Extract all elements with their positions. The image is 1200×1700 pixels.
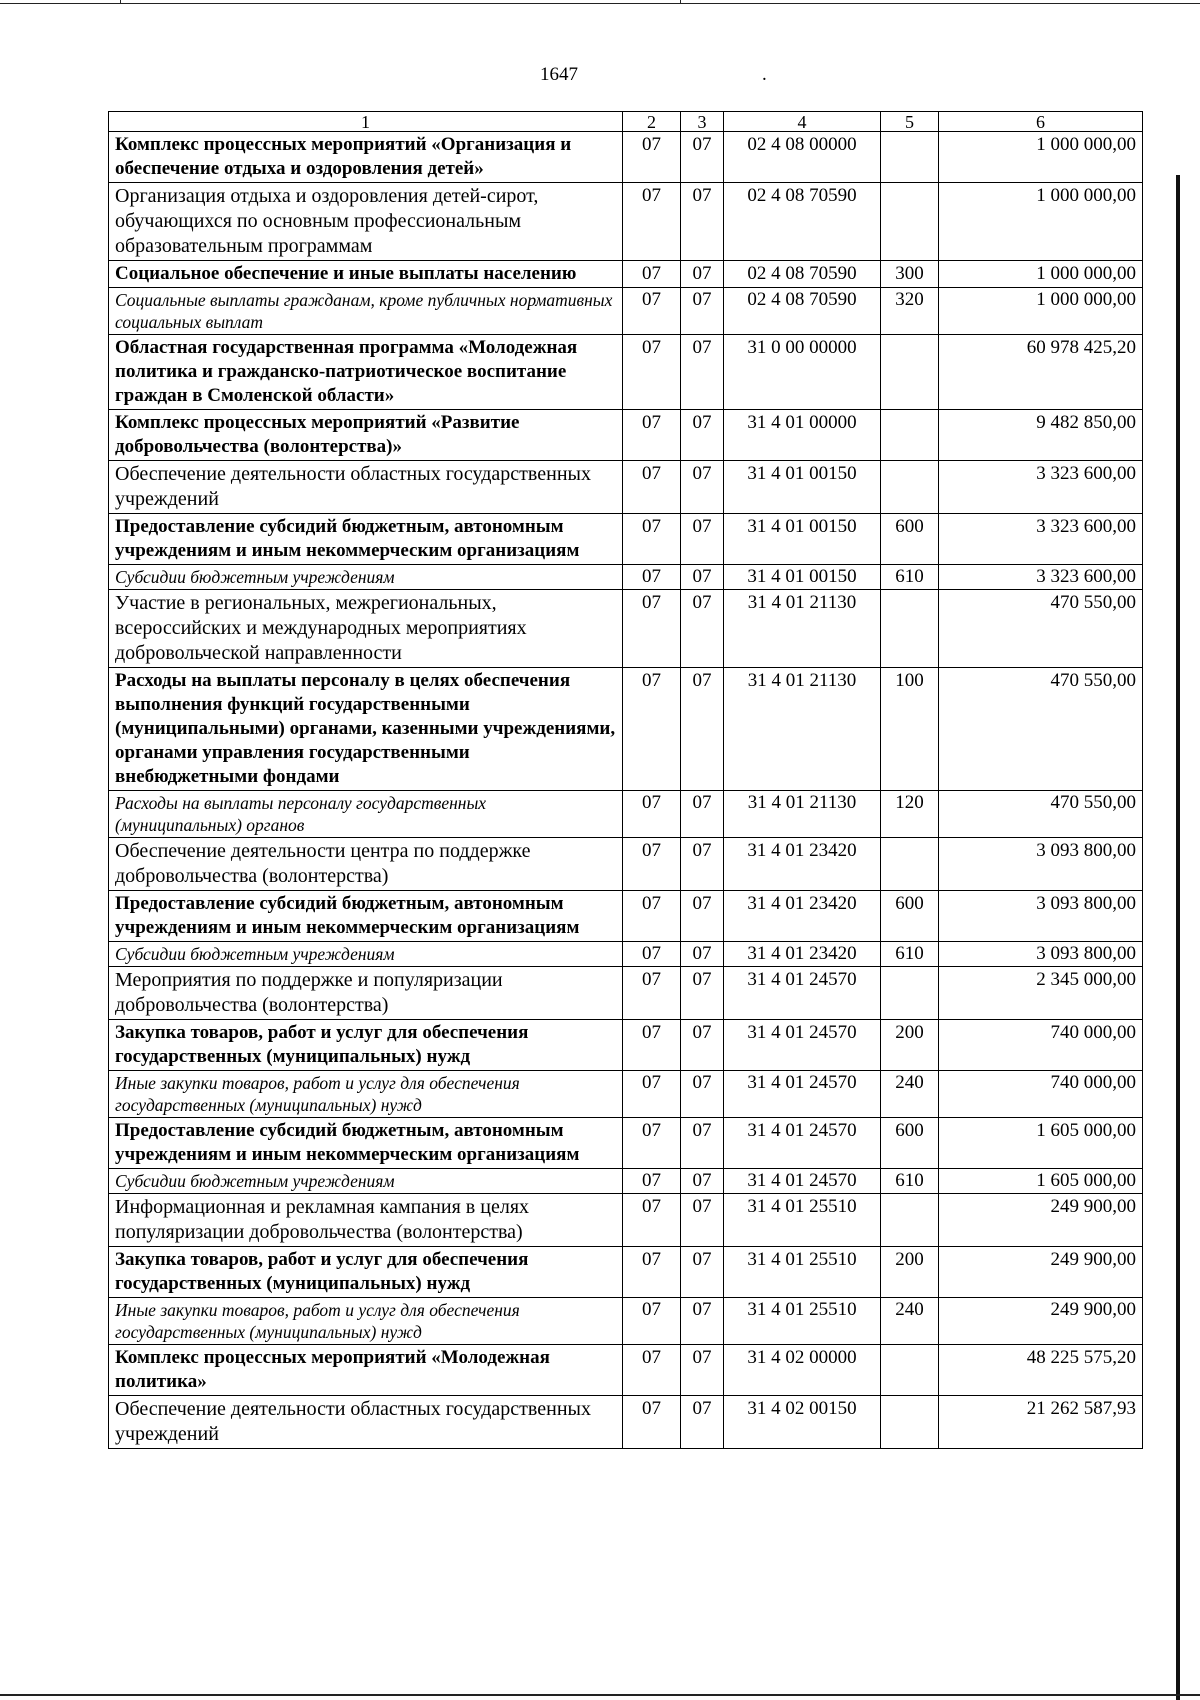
row-amount: 470 550,00: [939, 668, 1143, 791]
row-amount: 3 323 600,00: [939, 461, 1143, 514]
row-target-article-code: 02 4 08 70590: [724, 288, 881, 335]
row-name: Иные закупки товаров, работ и услуг для обеспечения государственных (муниципальных) нужд: [109, 1298, 623, 1345]
row-section-code: 07: [623, 261, 681, 288]
scan-tick: [680, 0, 681, 3]
row-expense-type-code: [881, 838, 939, 891]
row-section-code: 07: [623, 590, 681, 668]
row-target-article-code: 31 4 01 25510: [724, 1247, 881, 1298]
row-subsection-code: 07: [681, 132, 724, 183]
row-expense-type-code: [881, 410, 939, 461]
row-subsection-code: 07: [681, 1396, 724, 1449]
row-name: Субсидии бюджетным учреждениям: [109, 1169, 623, 1194]
row-subsection-code: 07: [681, 1194, 724, 1247]
scan-right-edge: [1176, 175, 1180, 1700]
column-header: 6: [939, 112, 1143, 132]
column-header: 3: [681, 112, 724, 132]
row-expense-type-code: 200: [881, 1020, 939, 1071]
row-name: Субсидии бюджетным учреждениям: [109, 942, 623, 967]
row-amount: 48 225 575,20: [939, 1345, 1143, 1396]
row-target-article-code: 31 4 01 21130: [724, 791, 881, 838]
budget-table-body: [109, 112, 1143, 1449]
row-amount: 60 978 425,20: [939, 335, 1143, 410]
row-subsection-code: 07: [681, 1298, 724, 1345]
row-target-article-code: 31 4 01 21130: [724, 668, 881, 791]
row-section-code: 07: [623, 967, 681, 1020]
row-name: Областная государственная программа «Молодежная политика и гражданско-патриотическое воспитание граждан в Смоленской области»: [109, 335, 623, 410]
row-target-article-code: 31 4 01 00000: [724, 410, 881, 461]
row-amount: 1 000 000,00: [939, 132, 1143, 183]
table-row: [109, 514, 1143, 565]
row-name: Обеспечение деятельности областных государственных учреждений: [109, 1396, 623, 1449]
row-expense-type-code: [881, 590, 939, 668]
row-name: Расходы на выплаты персоналу в целях обеспечения выполнения функций государственными (муниципальными) органами, казенными учреждениями, органами управления государственными внебюджетными фондами: [109, 668, 623, 791]
row-section-code: 07: [623, 1298, 681, 1345]
row-subsection-code: 07: [681, 183, 724, 261]
table-row: [109, 261, 1143, 288]
row-subsection-code: 07: [681, 1118, 724, 1169]
row-subsection-code: 07: [681, 942, 724, 967]
row-amount: 2 345 000,00: [939, 967, 1143, 1020]
row-target-article-code: 31 4 01 21130: [724, 590, 881, 668]
row-name: Социальное обеспечение и иные выплаты населению: [109, 261, 623, 288]
row-target-article-code: 31 4 01 00150: [724, 514, 881, 565]
row-target-article-code: 31 4 01 25510: [724, 1298, 881, 1345]
row-name: Предоставление субсидий бюджетным, автономным учреждениям и иным некоммерческим организациям: [109, 1118, 623, 1169]
row-amount: 3 323 600,00: [939, 514, 1143, 565]
row-target-article-code: 31 4 01 00150: [724, 461, 881, 514]
page-number: [540, 64, 767, 86]
row-amount: 1 605 000,00: [939, 1169, 1143, 1194]
row-expense-type-code: 240: [881, 1298, 939, 1345]
row-name: Информационная и рекламная кампания в целях популяризации добровольчества (волонтерства): [109, 1194, 623, 1247]
page-mark: .: [762, 64, 767, 85]
column-header: 4: [724, 112, 881, 132]
table-row: [109, 967, 1143, 1020]
row-amount: 740 000,00: [939, 1071, 1143, 1118]
row-amount: 9 482 850,00: [939, 410, 1143, 461]
table-row: [109, 1169, 1143, 1194]
row-target-article-code: 31 4 01 25510: [724, 1194, 881, 1247]
table-header-row: [109, 112, 1143, 132]
row-target-article-code: 31 4 02 00150: [724, 1396, 881, 1449]
row-section-code: 07: [623, 132, 681, 183]
row-name: Комплекс процессных мероприятий «Организация и обеспечение отдыха и оздоровления детей»: [109, 132, 623, 183]
row-expense-type-code: 610: [881, 565, 939, 590]
row-amount: 249 900,00: [939, 1298, 1143, 1345]
row-expense-type-code: [881, 1194, 939, 1247]
row-expense-type-code: 610: [881, 942, 939, 967]
table-row: [109, 1298, 1143, 1345]
row-name: Обеспечение деятельности областных государственных учреждений: [109, 461, 623, 514]
row-section-code: 07: [623, 183, 681, 261]
row-expense-type-code: 600: [881, 1118, 939, 1169]
row-expense-type-code: 200: [881, 1247, 939, 1298]
row-target-article-code: 31 4 01 24570: [724, 1020, 881, 1071]
table-row: [109, 288, 1143, 335]
row-subsection-code: 07: [681, 1071, 724, 1118]
row-section-code: 07: [623, 1169, 681, 1194]
row-target-article-code: 31 0 00 00000: [724, 335, 881, 410]
table-row: [109, 1118, 1143, 1169]
row-name: Иные закупки товаров, работ и услуг для обеспечения государственных (муниципальных) нужд: [109, 1071, 623, 1118]
table-row: [109, 410, 1143, 461]
row-amount: 249 900,00: [939, 1247, 1143, 1298]
row-expense-type-code: 320: [881, 288, 939, 335]
page-number-text: 1647: [540, 64, 578, 85]
table-row: [109, 335, 1143, 410]
row-subsection-code: 07: [681, 461, 724, 514]
row-subsection-code: 07: [681, 967, 724, 1020]
row-amount: 249 900,00: [939, 1194, 1143, 1247]
table-row: [109, 791, 1143, 838]
row-subsection-code: 07: [681, 891, 724, 942]
row-name: Субсидии бюджетным учреждениям: [109, 565, 623, 590]
row-subsection-code: 07: [681, 838, 724, 891]
row-name: Закупка товаров, работ и услуг для обеспечения государственных (муниципальных) нужд: [109, 1247, 623, 1298]
row-expense-type-code: [881, 1396, 939, 1449]
row-amount: 470 550,00: [939, 791, 1143, 838]
row-section-code: 07: [623, 1020, 681, 1071]
row-amount: 21 262 587,93: [939, 1396, 1143, 1449]
row-amount: 1 605 000,00: [939, 1118, 1143, 1169]
row-expense-type-code: [881, 132, 939, 183]
row-expense-type-code: 120: [881, 791, 939, 838]
column-header: 5: [881, 112, 939, 132]
table-row: [109, 891, 1143, 942]
row-subsection-code: 07: [681, 261, 724, 288]
table-row: [109, 1396, 1143, 1449]
table-row: [109, 1194, 1143, 1247]
row-section-code: 07: [623, 668, 681, 791]
row-target-article-code: 31 4 01 24570: [724, 967, 881, 1020]
table-row: [109, 1247, 1143, 1298]
row-subsection-code: 07: [681, 1169, 724, 1194]
row-section-code: 07: [623, 1396, 681, 1449]
row-target-article-code: 02 4 08 70590: [724, 183, 881, 261]
row-target-article-code: 31 4 01 24570: [724, 1071, 881, 1118]
row-name: Комплекс процессных мероприятий «Молодежная политика»: [109, 1345, 623, 1396]
row-expense-type-code: 600: [881, 891, 939, 942]
row-expense-type-code: [881, 461, 939, 514]
row-amount: 3 093 800,00: [939, 942, 1143, 967]
row-subsection-code: 07: [681, 288, 724, 335]
row-subsection-code: 07: [681, 668, 724, 791]
row-section-code: 07: [623, 565, 681, 590]
row-amount: 3 323 600,00: [939, 565, 1143, 590]
table-row: [109, 1071, 1143, 1118]
row-subsection-code: 07: [681, 1247, 724, 1298]
scan-top-border: [0, 3, 1200, 4]
row-amount: 3 093 800,00: [939, 891, 1143, 942]
scan-bottom-border: [0, 1694, 1200, 1696]
row-subsection-code: 07: [681, 791, 724, 838]
row-expense-type-code: [881, 335, 939, 410]
row-expense-type-code: [881, 967, 939, 1020]
table-row: [109, 183, 1143, 261]
row-section-code: 07: [623, 838, 681, 891]
column-header: 2: [623, 112, 681, 132]
table-row: [109, 590, 1143, 668]
row-target-article-code: 31 4 01 24570: [724, 1169, 881, 1194]
row-name: Закупка товаров, работ и услуг для обеспечения государственных (муниципальных) нужд: [109, 1020, 623, 1071]
table-row: [109, 668, 1143, 791]
row-section-code: 07: [623, 335, 681, 410]
row-name: Мероприятия по поддержке и популяризации добровольчества (волонтерства): [109, 967, 623, 1020]
row-amount: 1 000 000,00: [939, 183, 1143, 261]
row-expense-type-code: 600: [881, 514, 939, 565]
row-target-article-code: 02 4 08 00000: [724, 132, 881, 183]
table-row: [109, 132, 1143, 183]
row-section-code: 07: [623, 461, 681, 514]
row-name: Комплекс процессных мероприятий «Развитие добровольчества (волонтерства)»: [109, 410, 623, 461]
row-subsection-code: 07: [681, 1020, 724, 1071]
row-expense-type-code: 100: [881, 668, 939, 791]
row-subsection-code: 07: [681, 590, 724, 668]
row-subsection-code: 07: [681, 1345, 724, 1396]
row-expense-type-code: 300: [881, 261, 939, 288]
row-target-article-code: 31 4 01 24570: [724, 1118, 881, 1169]
row-target-article-code: 31 4 01 23420: [724, 838, 881, 891]
row-subsection-code: 07: [681, 565, 724, 590]
table-row: [109, 942, 1143, 967]
budget-table: [108, 111, 1143, 1449]
row-amount: 1 000 000,00: [939, 288, 1143, 335]
row-name: Расходы на выплаты персоналу государственных (муниципальных) органов: [109, 791, 623, 838]
row-amount: 3 093 800,00: [939, 838, 1143, 891]
row-section-code: 07: [623, 410, 681, 461]
table-row: [109, 1020, 1143, 1071]
row-name: Социальные выплаты гражданам, кроме публичных нормативных социальных выплат: [109, 288, 623, 335]
row-target-article-code: 31 4 01 23420: [724, 891, 881, 942]
column-header: 1: [109, 112, 623, 132]
row-target-article-code: 31 4 01 23420: [724, 942, 881, 967]
row-name: Организация отдыха и оздоровления детей-сирот, обучающихся по основным профессиональным образовательным программам: [109, 183, 623, 261]
row-section-code: 07: [623, 288, 681, 335]
row-amount: 740 000,00: [939, 1020, 1143, 1071]
row-target-article-code: 31 4 02 00000: [724, 1345, 881, 1396]
row-name: Участие в региональных, межрегиональных, всероссийских и международных мероприятиях добровольческой направленности: [109, 590, 623, 668]
row-section-code: 07: [623, 1071, 681, 1118]
table-row: [109, 461, 1143, 514]
row-name: Предоставление субсидий бюджетным, автономным учреждениям и иным некоммерческим организациям: [109, 514, 623, 565]
row-expense-type-code: [881, 1345, 939, 1396]
row-section-code: 07: [623, 942, 681, 967]
row-subsection-code: 07: [681, 335, 724, 410]
row-amount: 470 550,00: [939, 590, 1143, 668]
row-section-code: 07: [623, 1118, 681, 1169]
row-expense-type-code: [881, 183, 939, 261]
row-amount: 1 000 000,00: [939, 261, 1143, 288]
row-name: Обеспечение деятельности центра по поддержке добровольчества (волонтерства): [109, 838, 623, 891]
row-section-code: 07: [623, 891, 681, 942]
row-expense-type-code: 610: [881, 1169, 939, 1194]
row-expense-type-code: 240: [881, 1071, 939, 1118]
row-section-code: 07: [623, 1345, 681, 1396]
row-section-code: 07: [623, 1194, 681, 1247]
row-subsection-code: 07: [681, 410, 724, 461]
row-section-code: 07: [623, 1247, 681, 1298]
row-section-code: 07: [623, 791, 681, 838]
table-row: [109, 838, 1143, 891]
row-target-article-code: 02 4 08 70590: [724, 261, 881, 288]
row-section-code: 07: [623, 514, 681, 565]
table-row: [109, 1345, 1143, 1396]
row-subsection-code: 07: [681, 514, 724, 565]
table-row: [109, 565, 1143, 590]
row-target-article-code: 31 4 01 00150: [724, 565, 881, 590]
row-name: Предоставление субсидий бюджетным, автономным учреждениям и иным некоммерческим организациям: [109, 891, 623, 942]
scan-tick: [120, 0, 121, 3]
